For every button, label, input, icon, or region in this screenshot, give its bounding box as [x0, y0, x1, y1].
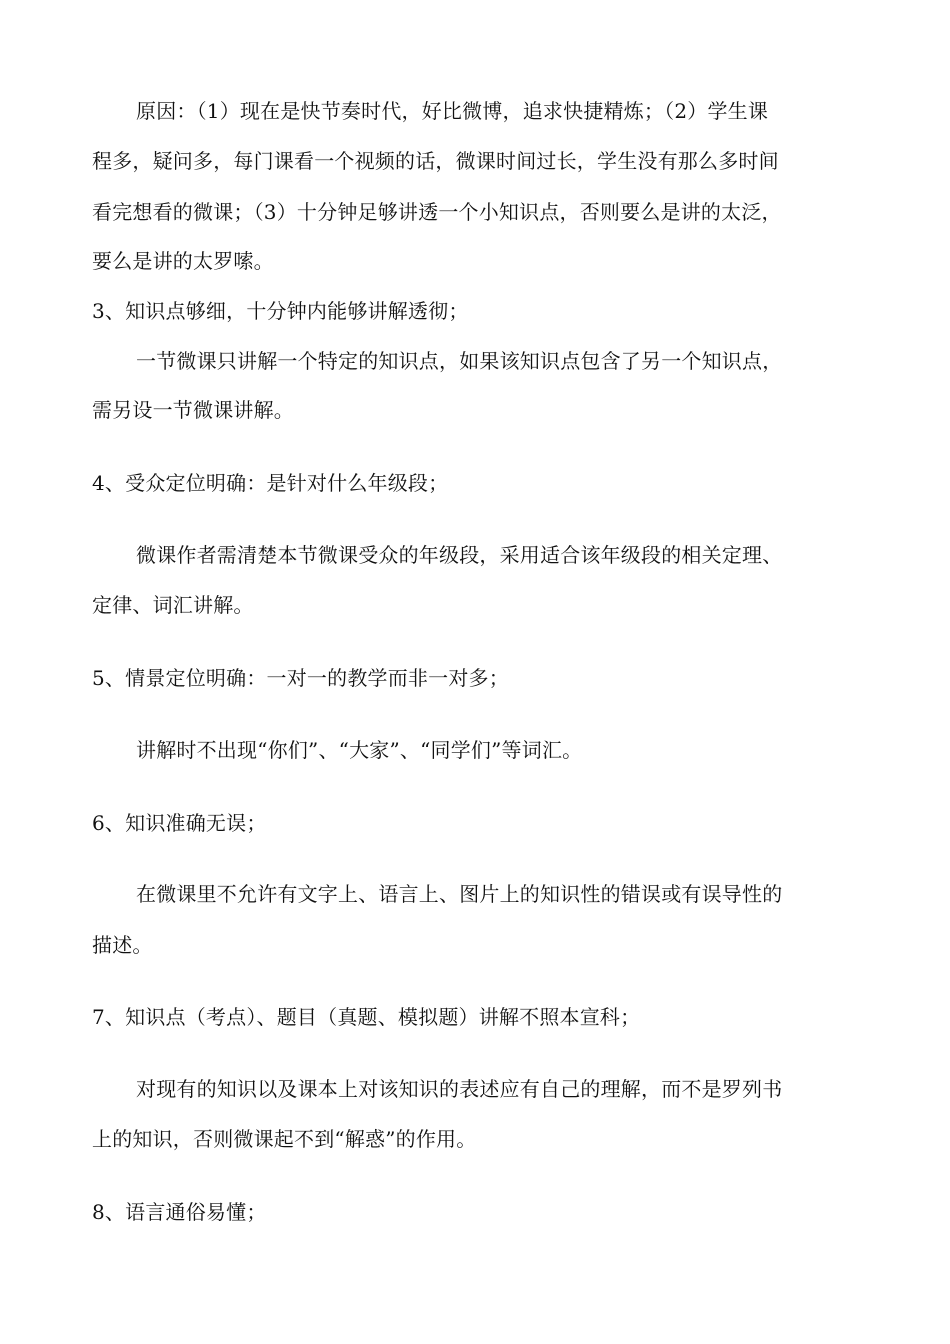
body-5-line-1: 讲解时不出现“你们”、“大家”、“同学们”等词汇。 [136, 738, 583, 762]
heading-3: 3、知识点够细，十分钟内能够讲解透彻； [92, 299, 469, 323]
reason-line-3: 看完想看的微课；（3）十分钟足够讲透一个小知识点，否则要么是讲的太泛， [92, 200, 782, 224]
body-6-line-1: 在微课里不允许有文字上、语言上、图片上的知识性的错误或有误导性的 [136, 882, 783, 906]
body-3-line-1: 一节微课只讲解一个特定的知识点，如果该知识点包含了另一个知识点， [136, 349, 783, 373]
heading-6: 6、知识准确无误； [92, 811, 267, 835]
heading-4: 4、受众定位明确：是针对什么年级段； [92, 471, 449, 495]
body-3-line-2: 需另设一节微课讲解。 [92, 398, 294, 422]
heading-5: 5、情景定位明确：一对一的教学而非一对多； [92, 666, 509, 690]
reason-line-1: 原因：（1）现在是快节奏时代，好比微博，追求快捷精炼；（2）学生课 [136, 99, 769, 123]
body-4-line-2: 定律、词汇讲解。 [92, 593, 254, 617]
reason-line-2: 程多，疑问多，每门课看一个视频的话，微课时间过长，学生没有那么多时间 [92, 149, 779, 173]
reason-line-4: 要么是讲的太罗嗦。 [92, 249, 274, 273]
body-6-line-2: 描述。 [92, 933, 153, 957]
body-4-line-1: 微课作者需清楚本节微课受众的年级段，采用适合该年级段的相关定理、 [136, 543, 783, 567]
body-7-line-1: 对现有的知识以及课本上对该知识的表述应有自己的理解，而不是罗列书 [136, 1077, 783, 1101]
heading-7: 7、知识点（考点）、题目（真题、模拟题）讲解不照本宣科； [92, 1005, 641, 1029]
body-7-line-2: 上的知识，否则微课起不到“解惑”的作用。 [92, 1127, 477, 1151]
heading-8: 8、语言通俗易懂； [92, 1200, 267, 1224]
